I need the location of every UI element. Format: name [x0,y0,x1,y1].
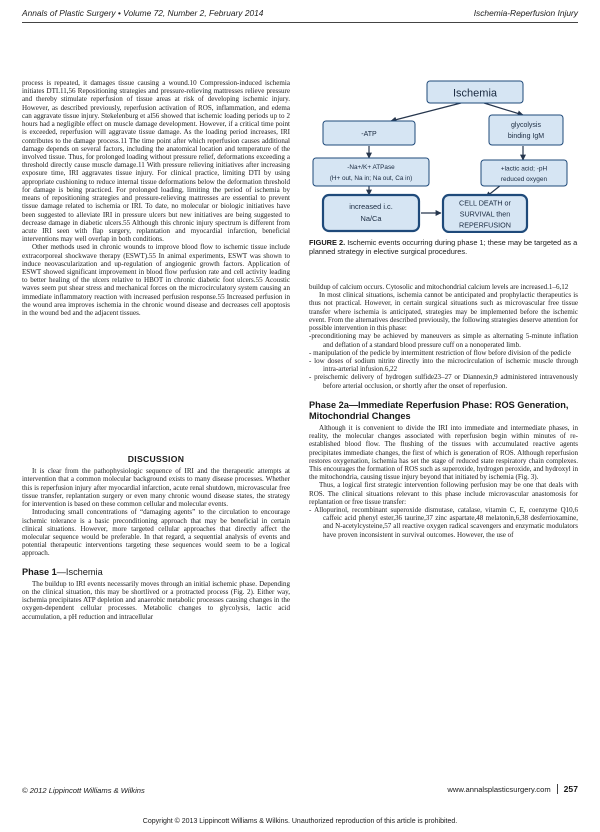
left-column-top [22,79,290,317]
paragraph: Although it is convenient to divide the IRI into immediate and intermediate phases, in reality, the molecular changes associated with reperfusion begin within minutes of re-established blood flow. The flushing of the tissues with accumulated reactive agents precipitates immediate changes, the first of which is generation of ROS. Although reperfusion restores oxygenation, ischemia has set the stage of reduced state respiratory chain complexes. This encourages the formation of ROS such as superoxide, hydrogen peroxide, and hydroxyl in the mitochondria, causing tissue injury beyond that initiated by ischemia (Fig. 3). [309,423,578,482]
box-atp [323,121,415,145]
svg-text:Na/Ca: Na/Ca [360,214,382,223]
url-footer [447,784,578,794]
svg-text:reduced oxygen: reduced oxygen [500,176,548,183]
box-glycolysis [489,115,563,145]
list-item: - preischemic delivery of hydrogen sulfide23–27 or Diannexin,9 administered intravenously before arterial occlusion, or shortly after the onset of reperfusion. [309,373,578,390]
svg-text:(H+ out, Na in; Na out, Ca in): (H+ out, Na in; Na out, Ca in) [329,175,413,182]
paragraph: The buildup to IRI events necessarily moves through an initial ischemic phase. Depending on the clinical situation, this may be shortlived or a protracted process (Fig. 2). Either way, ischemia precipitates ATP depletion and anaerobic metabolic processes causing changes in the oxygen-dependent cellular processes. Metabolic changes to glycolysis, lactic acid accumulation, a pH reduction and intracellular [22,579,290,621]
paragraph: Introducing small concentrations of “damaging agents” to the circulation to encourage ischemic tolerance is a basic preconditioning approach that may be beneficial in certain clinical situations. However, more targeted cellular approaches that directly affect the molecular sequence would be preferable. In that regard, a sequential analysis of events and potential therapeutic interventions targeting these sequences would seem to be a logical approach. [22,508,290,558]
svg-text:CELL DEATH or: CELL DEATH or [459,198,511,208]
copyright-notice: Copyright © 2013 Lippincott Williams & Wilkins. Unauthorized reproduction of this article is prohibited. [142,818,458,825]
figure-2-diagram [309,79,578,233]
figure-caption-text: Ischemic events occurring during phase 1; these may be targeted as a planned strategy in elective surgical procedures. [309,238,578,256]
list-item: -preconditioning may be achieved by maneuvers as simple as alternating 5-minute inflation and deflation of a standard blood pressure cuff on a nonoperated limb. [309,332,578,349]
right-column [309,283,578,539]
box-lactic-acid [481,160,567,186]
subsection-heading-phase2a: Phase 2a—Immediate Reperfusion Phase: ROS Generation, Mitochondrial Changes [309,399,569,421]
list-item: - Allopurinol, recombinant superoxide dismutase, catalase, vitamin C, E, coenzyme Q10,6 caffeic acid phenyl ester,36 taurine,37 zinc aspartate,48 melatonin,6,38 desferrioxamine, and N-acetylcysteine,57 all reactive oxygen radical scavengers and enzymatic modulators have proven inconsistent in survival outcomes. However, the use of [309,506,578,539]
svg-text:REPERFUSION: REPERFUSION [459,220,511,230]
svg-text:-Na+/K+ ATPase: -Na+/K+ ATPase [347,164,395,171]
figure-label: FIGURE 2. [309,238,346,247]
svg-text:Ischemia: Ischemia [452,87,498,100]
journal-url: www.annalsplasticsurgery.com [447,785,551,794]
publisher-footer: © 2012 Lippincott Williams & Wilkins [22,786,145,795]
running-header [22,8,578,22]
box-increased-na-ca [323,195,419,231]
paragraph: process is repeated, it damages tissue causing a wound.10 Compression-induced ischemia initiates DTI.11,56 Repositioning strategies and pressure-relieving mattresses relieve pressure and thereby stimulate reperfusion of tissue areas at risk of developing ischemic injury. However, as described previously, reperfusion activation of ROS, inflammation, and edema can aggravate tissue injury. Stekelenburg et al56 showed that ischemic loading periods up to 2 hours had a negligible effect on muscle damage development. However, if a critical time point is exceeded, reperfusion will aggravate tissue damage. As the loading period increases, IRI contributes to the damage process.11 The time point after which reperfusion causes additional damage depends on several factors, including the anatomical location and temperature of the involved tissue. Thus, for prolonged loading without pressure relief, deformations exceeding a threshold directly cause muscle damage.11 With pressure relieving initiatives after increasing exposure time, IRI aggravates tissue injury. For clinical practice, limiting DTI by using appropriate cushioning to reduce internal tissue deformations below the deformation threshold for damage is being practiced. For prolonged loading, limiting the period of ischemia by means of repositioning strategies and pressure-relieving mattresses are essential to prevent tissue damage related to ischemia or IRI. To date, no molecular or biologic initiatives have been suggested to alleviate IRI in pressure ulcers but new initiatives are being suggested to decrease damage in diabetic ulcers.55 Although this chronic injury spectrum is different from acute IRI seen with flap surgery, replantation and myocardial infarction, beneficial interventions may well overlap in both conditions. [22,79,290,244]
paragraph: In most clinical situations, ischemia cannot be anticipated and prophylactic therapeutics is thus not practical. However, in certain surgical situations such as microvascular free tissue transfer where ischemia is anticipated, strategies may be implemented before the ischemic event. From the alternatives described previously, the following strategies deserve attention for possible intervention in this phase: [309,291,578,333]
list-item: - manipulation of the pedicle by intermittent restriction of flow before division of the pedicle [309,348,571,357]
svg-text:+lactic acid; -pH: +lactic acid; -pH [500,165,548,173]
header-rule [22,22,578,23]
paragraph: buildup of calcium occurs. Cytosolic and mitochondrial calcium levels are increased.1–6,12 [309,283,569,291]
paragraph: It is clear from the pathophysiologic sequence of IRI and the therapeutic attempts at intervention that a common molecular background exists to many disease processes. Whether this is reperfusion injury after myocardial infarction, acute renal shutdown, microvascular free tissue transfer, replantation surgery or even many chronic wound disease states, the strategy for intervention is based on these common cellular and molecular events. [22,467,290,509]
svg-text:-ATP: -ATP [361,131,377,138]
svg-text:binding IgM: binding IgM [507,133,545,140]
figure-caption [309,238,578,256]
box-atpase [313,158,429,186]
running-title: Ischemia-Reperfusion Injury [473,8,578,18]
journal-issue: Annals of Plastic Surgery • Volume 72, Number 2, February 2014 [22,8,264,18]
subsection-heading-phase1: Phase 1—Ischemia [22,566,103,577]
svg-text:increased i.c.: increased i.c. [349,202,393,211]
box-ischemia [427,81,523,103]
left-column-bottom [22,455,290,621]
svg-text:glycolysis: glycolysis [511,122,541,129]
strategy-list [309,332,578,390]
section-heading-discussion: DISCUSSION [127,454,185,464]
paragraph: Thus, a logical first strategic intervention following perfusion may be one that deals with ROS. The clinical situations relevant to this phase include microvascular anastomosis for replantation or free tissue transfer: [309,481,578,506]
intervention-list [309,506,578,539]
paragraph: Other methods used in chronic wounds to improve blood flow to ischemic tissue include extracorporeal shockwave therapy (ESWT).55 In animal experiments, ESWT was shown to induce neovascularization and up-regulation of angiogenic growth factors. Application of ESWT showed significant improvement in blood flow perfusion rate and cell activity leading to better healing of the ulcers relative to HBOT in chronic diabetic foot ulcers.55 Acoustic waves seem put shear stress and mechanical forces on the microcirculatory system causing an immediate inflammatory reaction with increased perfusion response.55 Increased perfusion in the wound area improves ischemia in the chronic wound disease and decreases cell apoptosis in the wound bed and the adjacent tissues. [22,243,290,318]
page-number: 257 [557,784,578,794]
svg-text:SURVIVAL then: SURVIVAL then [459,209,511,219]
box-cell-death [443,195,527,232]
list-item: - low doses of sodium nitrite directly into the microcirculation of ischemic muscle through intra-arterial infusion.6,22 [309,356,578,374]
